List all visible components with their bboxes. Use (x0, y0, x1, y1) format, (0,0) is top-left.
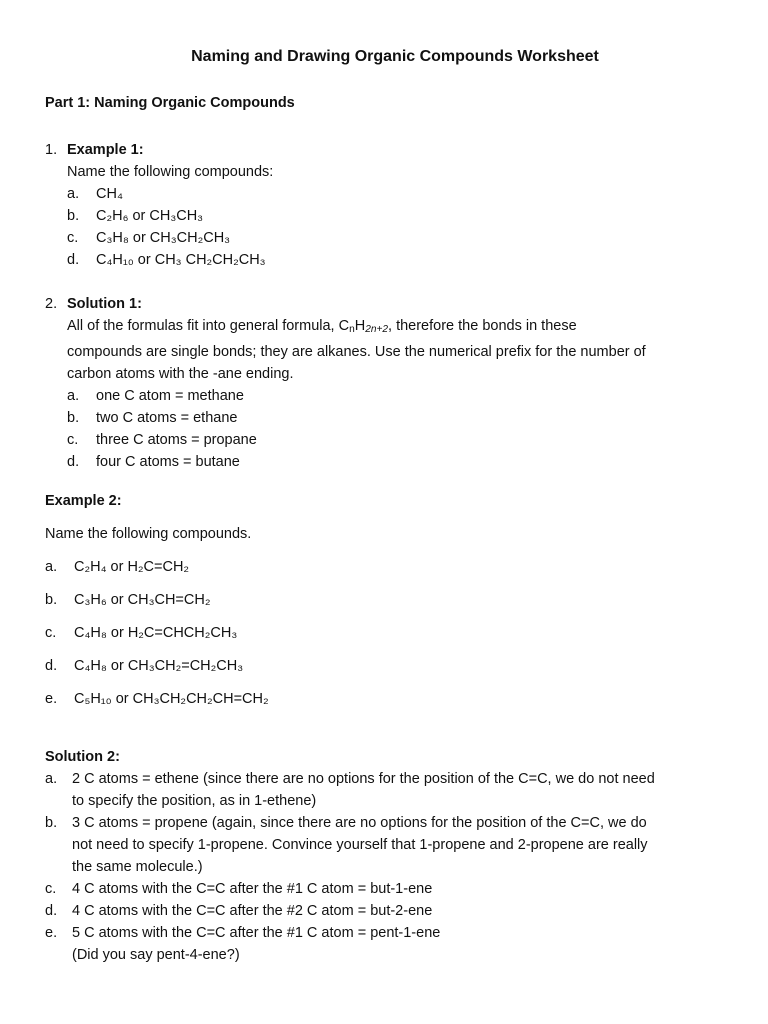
solution1-title: Solution 1: (67, 296, 142, 312)
list-item: d. C₄H₈ or CH₃CH₂=CH₂CH₃ (45, 658, 244, 674)
list-item: b. 3 C atoms = propene (again, since there are no options for the position of the C=C, we do not need to specify 1-propene. Convince yourself that 1-propene and 2-propene are really the same molecule.) (45, 815, 648, 875)
list-item: b. C₃H₆ or CH₃CH=CH₂ (45, 592, 211, 608)
example1-section (45, 139, 735, 271)
worksheet-title: Naming and Drawing Organic Compounds Worksheet (191, 48, 599, 65)
list-item: b. C₂H₆ or CH₃CH₃ (67, 208, 204, 224)
list-item: d. four C atoms = butane (67, 454, 240, 471)
list-item: a. 2 C atoms = ethene (since there are no options for the position of the C=C, we do not need to specify the position, as in 1-ethene) (45, 771, 655, 809)
solution1-number: 2. (45, 296, 58, 312)
list-item: c. 4 C atoms with the C=C after the #1 C atom = but-1-ene (45, 881, 433, 897)
example2-prompt: Name the following compounds. (45, 526, 252, 542)
solution2-heading: Solution 2: (45, 749, 120, 765)
example1-prompt: Name the following compounds: (67, 164, 274, 180)
list-item: e. 5 C atoms with the C=C after the #1 C atom = pent-1-ene (Did you say pent-4-ene?) (45, 925, 441, 963)
list-item: d. 4 C atoms with the C=C after the #2 C atom = but-2-ene (45, 903, 433, 919)
list-item: a. one C atom = methane (67, 388, 244, 405)
list-item: e. C₅H₁₀ or CH₃CH₂CH₂CH=CH₂ (45, 691, 269, 707)
solution2-section (45, 746, 735, 966)
example2-heading: Example 2: (45, 493, 122, 509)
solution1-paragraph-line3: carbon atoms with the -ane ending. (67, 366, 294, 383)
example1-title: Example 1: (67, 142, 144, 158)
list-item: c. C₄H₈ or H₂C=CHCH₂CH₃ (45, 625, 238, 641)
list-item: d. C₄H₁₀ or CH₃ CH₂CH₂CH₃ (67, 252, 266, 268)
solution1-paragraph-line1: All of the formulas fit into general formula, $C_nH_{2n+2}$, therefore the bonds in these (67, 318, 577, 336)
list-item: b. two C atoms = ethane (67, 410, 238, 427)
part1-heading: Part 1: Naming Organic Compounds (45, 95, 295, 111)
example1-number: 1. (45, 142, 58, 158)
solution1-paragraph-line2: compounds are single bonds; they are alkanes. Use the numerical prefix for the number of (67, 344, 646, 361)
solution1-section (45, 293, 735, 473)
list-item: a. CH₄ (67, 186, 123, 202)
list-item: a. C₂H₄ or H₂C=CH₂ (45, 559, 190, 575)
list-item: c. three C atoms = propane (67, 432, 257, 449)
list-item: c. C₃H₈ or CH₃CH₂CH₃ (67, 230, 231, 246)
